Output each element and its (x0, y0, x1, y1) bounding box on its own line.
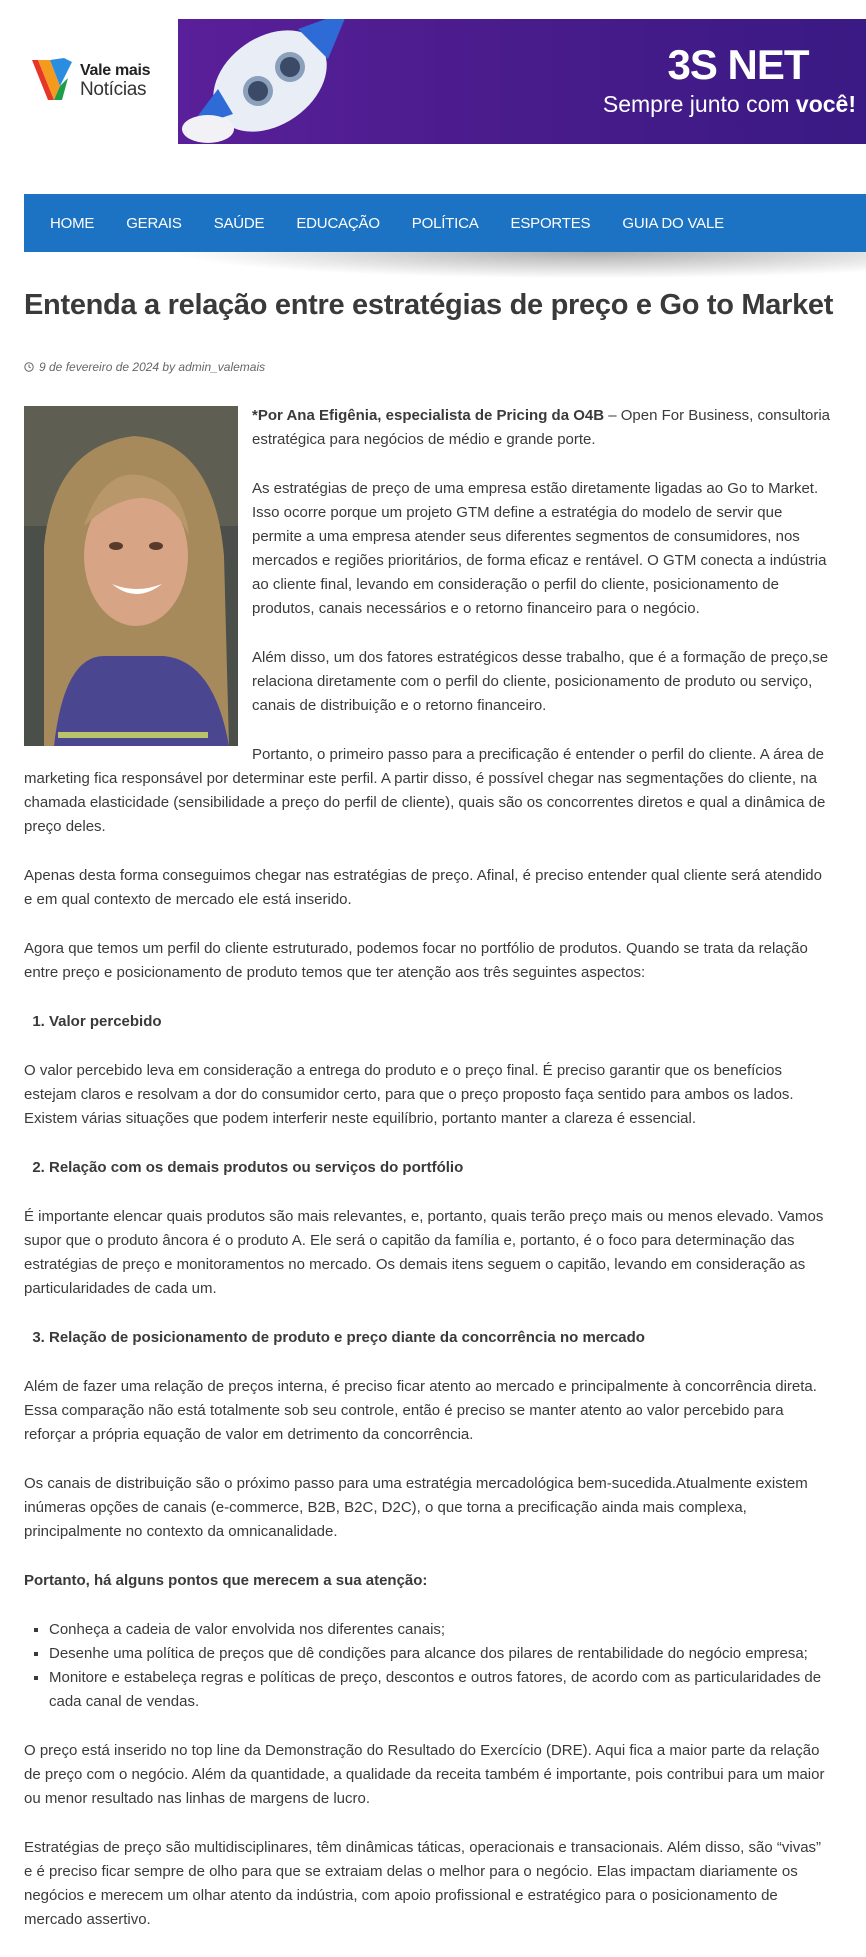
aspect-list-3 (24, 1326, 830, 1350)
author-photo (24, 406, 238, 746)
logo-text (80, 63, 150, 99)
nav-politica[interactable]: POLÍTICA (411, 214, 479, 232)
logo-line-1: Vale mais (80, 62, 151, 79)
article-title: Entenda a relação entre estratégias de preço e Go to Market (24, 289, 834, 321)
paragraph-1: As estratégias de preço de uma empresa estão diretamente ligadas ao Go to Market. Isso ocorre porque um projeto GTM define a estratégia do modelo de servir que permite a uma empresa atender seus diferentes segmentos de consumidores, nos mercados e regiões prioritários, de forma eficaz e rentável. O GTM conecta a indústria ao cliente final, levando em consideração o perfil do cliente, posicionamento de produtos, canais necessários e o retorno financeiro para o negócio. (252, 480, 827, 617)
article-content (24, 404, 830, 1957)
logo-v-icon (30, 56, 74, 106)
nav-saude[interactable]: SAÚDE (213, 214, 265, 232)
logo-line-2: Notícias (80, 79, 147, 100)
list-item: ▪ Monitore e estabeleça regras e políticas de preço, descontos e outros fatores, de acordo com as particularidades de cada canal de vendas. (49, 1666, 830, 1714)
clock-icon (24, 362, 34, 372)
banner-brand: 3S NET (667, 41, 809, 88)
paragraph-2: Além disso, um dos fatores estratégicos desse trabalho, que é a formação de preço,se relaciona diretamente com o perfil do cliente, posicionamento de produto ou serviço, canais de distribuição e o retorno financeiro. (252, 649, 829, 714)
paragraph-12: Estratégias de preço são multidisciplinares, têm dinâmicas táticas, operacionais e transacionais. Além disso, são “vivas” e é preciso ficar sempre de olho para que se extraiam delas o melhor para o negócio. Elas impactam diariamente os negócios e merecem um olhar atento da indústria, com apoio profissional e estratégico para o posicionamento de mercado assertivo. (24, 1839, 822, 1928)
paragraph-6: O valor percebido leva em consideração a entrega do produto e o preço final. É preciso garantir que os benefícios estejam claros e resolvam a dor do consumidor certo, para que o preço proposto faça sentido para ambos os lados. Existem várias situações que podem interferir neste equilíbrio, portanto manter a clareza é essencial. (24, 1062, 794, 1127)
paragraph-8: Além de fazer uma relação de preços interna, é preciso ficar atento ao mercado e principalmente à concorrência direta. Essa comparação não está totalmente sob seu controle, então é preciso se manter atento ao valor percebido para reforçar a própria equação de valor em detrimento da concorrência. (24, 1378, 817, 1443)
intro-author: *Por Ana Efigênia, especialista de Pricing da O4B (252, 407, 605, 424)
attention-list (24, 1618, 830, 1714)
nav-educacao[interactable]: EDUCAÇÃO (296, 214, 380, 232)
intro-rest: – Open For Business, consultoria estratégica para negócios de médio e grande porte. (252, 407, 831, 448)
paragraph-3: Portanto, o primeiro passo para a precificação é entender o perfil do cliente. A área de marketing fica responsável por determinar este perfil. A partir disso, é possível chegar nas segmentações do cliente, na chamada elasticidade (sensibilidade a preço do perfil de cliente), quais são os concorrentes diretos e qual a dinâmica de preço deles. (24, 746, 826, 835)
aspect-heading-3: 3. Relação de posicionamento de produto e preço diante da concorrência no mercado (49, 1326, 830, 1350)
list-item: ▪ Desenhe uma política de preços que dê condições para alcance dos pilares de rentabilidade do negócio empresa; (49, 1642, 830, 1666)
nav-gerais[interactable]: GERAIS (126, 214, 182, 232)
ad-banner[interactable] (178, 19, 866, 144)
paragraph-4: Apenas desta forma conseguimos chegar nas estratégias de preço. Afinal, é preciso entender qual cliente será atendido e em qual contexto de mercado ele está inserido. (24, 867, 822, 908)
aspect-list-2 (24, 1156, 830, 1180)
aspect-heading-2: 2. Relação com os demais produtos ou serviços do portfólio (49, 1156, 830, 1180)
aspect-heading-1: 1. Valor percebido (49, 1010, 830, 1034)
paragraph-9: Os canais de distribuição são o próximo passo para uma estratégia mercadológica bem-sucedida.Atualmente existem inúmeras opções de canais (e-commerce, B2B, B2C, D2C), o que torna a precificação ainda mais complexa, principalmente no contexto da omnicanalidade. (24, 1475, 808, 1540)
article-meta-text: 9 de fevereiro de 2024 by admin_valemais (39, 360, 266, 374)
banner-tagline-prefix: Sempre junto com (602, 91, 796, 117)
nav-shadow (180, 252, 866, 278)
attention-heading: Portanto, há alguns pontos que merecem a sua atenção: (24, 1572, 428, 1589)
paragraph-11: O preço está inserido no top line da Demonstração do Resultado do Exercício (DRE). Aqui fica a maior parte da relação de preço com o negócio. Além da quantidade, a qualidade da receita também é importante, pois contribui para um maior ou menor resultado nas linhas de margens de lucro. (24, 1742, 825, 1807)
main-nav (24, 194, 866, 252)
nav-esportes[interactable]: ESPORTES (510, 214, 591, 232)
article-meta (24, 360, 265, 374)
aspect-list-1 (24, 1010, 830, 1034)
paragraph-10 (24, 1569, 830, 1593)
site-header (0, 0, 866, 190)
site-logo[interactable] (30, 56, 160, 106)
paragraph-7: É importante elencar quais produtos são mais relevantes, e, portanto, quais terão preço mais ou menos elevado. Vamos supor que o produto âncora é o produto A. Ele será o capitão da família e, portanto, é o foco para determinação das estratégias de preço e monitoramentos no mercado. Os demais itens seguem o capitão, levando em consideração as particularidades de cada um. (24, 1208, 824, 1297)
banner-tagline-bold: você! (795, 91, 856, 117)
nav-guia-do-vale[interactable]: GUIA DO VALE (622, 214, 724, 232)
rocket-icon (178, 19, 378, 144)
banner-tagline (556, 91, 856, 118)
list-item: ▪ Conheça a cadeia de valor envolvida nos diferentes canais; (49, 1618, 830, 1642)
nav-list (24, 194, 866, 252)
paragraph-5: Agora que temos um perfil do cliente estruturado, podemos focar no portfólio de produtos. Quando se trata da relação entre preço e posicionamento de produto temos que ter atenção aos três seguintes aspectos: (24, 940, 808, 981)
nav-home[interactable]: HOME (50, 214, 95, 232)
